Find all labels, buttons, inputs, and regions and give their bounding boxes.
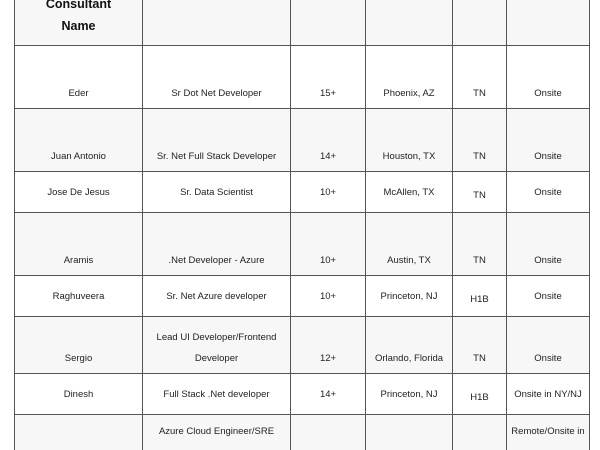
cell-experience (291, 415, 366, 450)
cell-experience: 14+ (291, 374, 366, 415)
header-location (366, 0, 453, 46)
cell-relocation: Remote/Onsite in (507, 415, 590, 450)
cell-visa: TN (453, 317, 507, 374)
cell-technology: Sr. Data Scientist (143, 172, 291, 213)
cell-location: Austin, TX (366, 213, 453, 276)
table-row (15, 172, 590, 213)
cell-name: Jose De Jesus (15, 172, 143, 213)
cell-relocation: Onsite in NY/NJ (507, 374, 590, 415)
cell-location: Phoenix, AZ (366, 46, 453, 109)
cell-name: Aramis (15, 213, 143, 276)
cell-experience: 10+ (291, 172, 366, 213)
cell-relocation: Onsite (507, 213, 590, 276)
cell-visa: H1B (453, 374, 507, 415)
header-name-line2: Name (61, 19, 96, 33)
cell-name: Dinesh (15, 374, 143, 415)
cell-experience: 10+ (291, 213, 366, 276)
cell-technology: Lead UI Developer/Frontend Developer (143, 317, 291, 374)
cell-experience: 15+ (291, 46, 366, 109)
cell-visa: H1B (453, 276, 507, 317)
table-header-row (15, 0, 590, 46)
cell-relocation: Onsite (507, 46, 590, 109)
cell-technology: .Net Developer - Azure (143, 213, 291, 276)
cell-name (15, 415, 143, 450)
consultant-table (14, 0, 590, 450)
cell-name: Eder (15, 46, 143, 109)
cell-technology: Sr. Net Azure developer (143, 276, 291, 317)
cell-location: Houston, TX (366, 109, 453, 172)
cell-visa: TN (453, 109, 507, 172)
cell-relocation: Onsite (507, 317, 590, 374)
cell-relocation: Onsite (507, 109, 590, 172)
header-technology (143, 0, 291, 46)
table-row (15, 374, 590, 415)
cell-visa: TN (453, 172, 507, 213)
cell-location: Princeton, NJ (366, 374, 453, 415)
table-row (15, 276, 590, 317)
cell-experience: 14+ (291, 109, 366, 172)
cell-visa (453, 415, 507, 450)
cell-technology: Full Stack .Net developer (143, 374, 291, 415)
table-row (15, 46, 590, 109)
table-row (15, 415, 590, 450)
cell-location: McAllen, TX (366, 172, 453, 213)
table-row (15, 109, 590, 172)
table-row (15, 213, 590, 276)
header-consultant-name (15, 0, 143, 46)
header-experience (291, 0, 366, 46)
cell-location: Orlando, Florida (366, 317, 453, 374)
cell-name: Raghuveera (15, 276, 143, 317)
cell-experience: 10+ (291, 276, 366, 317)
header-relocation (507, 0, 590, 46)
header-name-line1: Consultant (45, 0, 112, 11)
cell-visa: TN (453, 213, 507, 276)
cell-technology: Azure Cloud Engineer/SRE (143, 415, 291, 450)
table-row (15, 317, 590, 374)
cell-relocation: Onsite (507, 172, 590, 213)
cell-name: Sergio (15, 317, 143, 374)
cell-location (366, 415, 453, 450)
header-visa (453, 0, 507, 46)
cell-technology: Sr Dot Net Developer (143, 46, 291, 109)
cell-location: Princeton, NJ (366, 276, 453, 317)
cell-name: Juan Antonio (15, 109, 143, 172)
cell-visa: TN (453, 46, 507, 109)
cell-relocation: Onsite (507, 276, 590, 317)
cell-experience: 12+ (291, 317, 366, 374)
cell-technology: Sr. Net Full Stack Developer (143, 109, 291, 172)
